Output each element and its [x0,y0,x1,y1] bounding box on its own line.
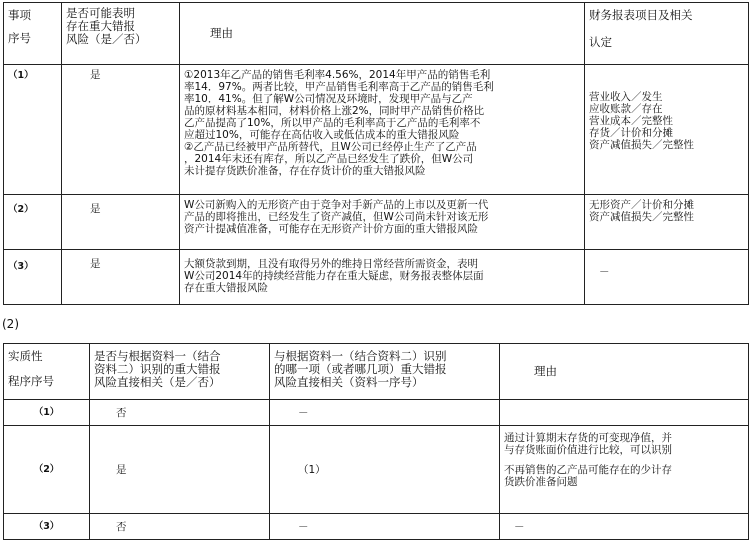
account-item: 无形资产／计价和分摊 [589,199,694,211]
t1-h2-line1: 是否可能表明 [66,6,135,20]
t2-row2-num [4,426,90,514]
t1-row2-reason [180,195,585,250]
t2-row3-reason [500,514,749,540]
reason-line: 货跌价准备问题 [504,476,578,488]
t1-row3-items [585,250,749,305]
reason-line: 品的原材料基本相同，材料价格上涨2%，同时甲产品销售价格比 [184,105,485,117]
reason-line: 存在重大错报风险 [184,282,268,294]
reason-line: 不再销售的乙产品可能存在的少计存 [504,464,672,476]
row-number: （2） [8,204,34,215]
account-item: 资产减值损失／完整性 [589,211,694,223]
t2-h4-text: 理由 [534,364,557,378]
answer-text: 否 [116,520,127,533]
t2-row2-related [270,426,500,514]
answer-text: 是 [90,258,101,270]
t1-h2-line2: 存在重大错报 [66,19,135,33]
t1-h4-line1: 财务报表项目及相关 [589,8,693,22]
row-number: （3） [33,521,60,532]
t1-h1-line1: 事项 [8,8,31,22]
t2-h1-line2: 程序序号 [8,374,54,388]
reason-line: W公司新购入的无形资产由于竞争对手新产品的上市以及更新一代 [184,199,489,211]
t1-h1-line2: 序号 [8,31,31,45]
reason-line: 与存货账面价值进行比较，可以识别 [504,444,672,456]
t2-row1-related [270,400,500,426]
section-2-label: (2) [2,317,19,331]
t1-row2-items [585,195,749,250]
reason-line: 产品的即将推出，已经发生了资产减值，但W公司尚未针对该无形 [184,211,489,223]
t1-h2-line3: 风险（是／否） [66,32,147,46]
account-item: 营业收入／发生 [589,91,663,103]
t2-row3-num [4,514,90,540]
t2-h1-line1: 实质性 [8,349,43,363]
related-item: （1） [298,463,326,476]
row-number: （1） [8,70,34,81]
t1-header-reason [180,3,585,65]
reason-line: ②乙产品已经被甲产品所替代，且W公司已经停止生产了乙产品 [184,141,477,153]
reason-line: 乙产品提高了10%，所以甲产品的毛利率高于乙产品的毛利率不 [184,117,481,129]
related-item: － [298,520,309,533]
reason-line: 率10．41%。但了解W公司情况及环境时，发现甲产品与乙产 [184,93,473,105]
account-item: 营业成本／完整性 [589,115,673,127]
reason-line: 未计提存货跌价准备，存在存货计价的重大错报风险 [184,165,426,177]
reason-line: 资产计提减值准备，可能存在无形资产计价方面的重大错报风险 [184,223,478,235]
related-item: － [298,406,309,419]
t1-header-risk [62,3,180,65]
answer-text: 是 [90,203,101,215]
t2-row3-answer [90,514,270,540]
reason-line: － [514,520,525,533]
reason-line: ①2013年乙产品的销售毛利率4.56%，2014年甲产品的销售毛利 [184,69,491,81]
substantive-procedures-table [3,343,749,540]
account-item: 存货／计价和分摊 [589,127,673,139]
reason-line: ，2014年末还有库存，所以乙产品已经发生了跌价，但W公司 [184,153,474,165]
row-number: （2） [33,464,60,475]
reason-line: 应超过10%，可能存在高估收入或低估成本的重大错报风险 [184,129,460,141]
reason-line: W公司2014年的持续经营能力存在重大疑虑，财务报表整体层面 [184,270,484,282]
row-number: （3） [8,261,34,272]
table-row [4,65,749,195]
row-number: （1） [33,407,60,418]
t1-row1-num [4,65,62,195]
table-row [4,426,749,514]
account-item: － [599,266,610,278]
t1-row1-items [585,65,749,195]
t2-h3-line1: 与根据资料一（结合资料二）识别 [274,349,447,363]
account-item: 资产减值损失／完整性 [589,139,694,151]
table1-header-row [4,3,749,65]
t1-row3-answer [62,250,180,305]
t1-header-item-no [4,3,62,65]
t2-row2-reason [500,426,749,514]
t1-row1-reason [180,65,585,195]
t1-header-items [585,3,749,65]
t2-h3-line3: 风险直接相关（资料一序号） [274,375,424,389]
table2-header-row [4,344,749,400]
t2-h2-line1: 是否与根据资料一（结合 [94,349,221,363]
t2-h2-line2: 资料二）识别的重大错报 [94,362,221,376]
t2-header-related [90,344,270,400]
t2-header-reason [500,344,749,400]
t2-row1-answer [90,400,270,426]
t2-h3-line2: 的哪一项（或者哪几项）重大错报 [274,362,447,376]
t1-row1-answer [62,65,180,195]
t1-row2-answer [62,195,180,250]
reason-line: 通过计算期末存货的可变现净值，并 [504,432,672,444]
reason-line: 率14．97%。两者比较，甲产品销售毛利率高于乙产品的销售毛利 [184,81,494,93]
table-row [4,400,749,426]
table-row [4,250,749,305]
t2-header-which [270,344,500,400]
risk-assessment-table [3,2,749,305]
table-row [4,195,749,250]
table-row [4,514,749,540]
answer-text: 是 [116,463,127,476]
t1-row2-num [4,195,62,250]
answer-text: 是 [90,69,101,81]
answer-text: 否 [116,406,127,419]
t2-row1-num [4,400,90,426]
account-item: 应收账款／存在 [589,103,663,115]
t1-row3-num [4,250,62,305]
t2-header-proc-no [4,344,90,400]
t1-h3-text: 理由 [210,26,233,40]
t2-row3-related [270,514,500,540]
reason-line: 大额贷款到期，且没有取得另外的维持日常经营所需资金，表明 [184,258,478,270]
t1-h4-line2: 认定 [589,35,612,49]
t1-row3-reason [180,250,585,305]
t2-row1-reason [500,400,749,426]
reason-line [504,456,744,464]
t2-h2-line3: 风险直接相关（是／否） [94,375,221,389]
t2-row2-answer [90,426,270,514]
